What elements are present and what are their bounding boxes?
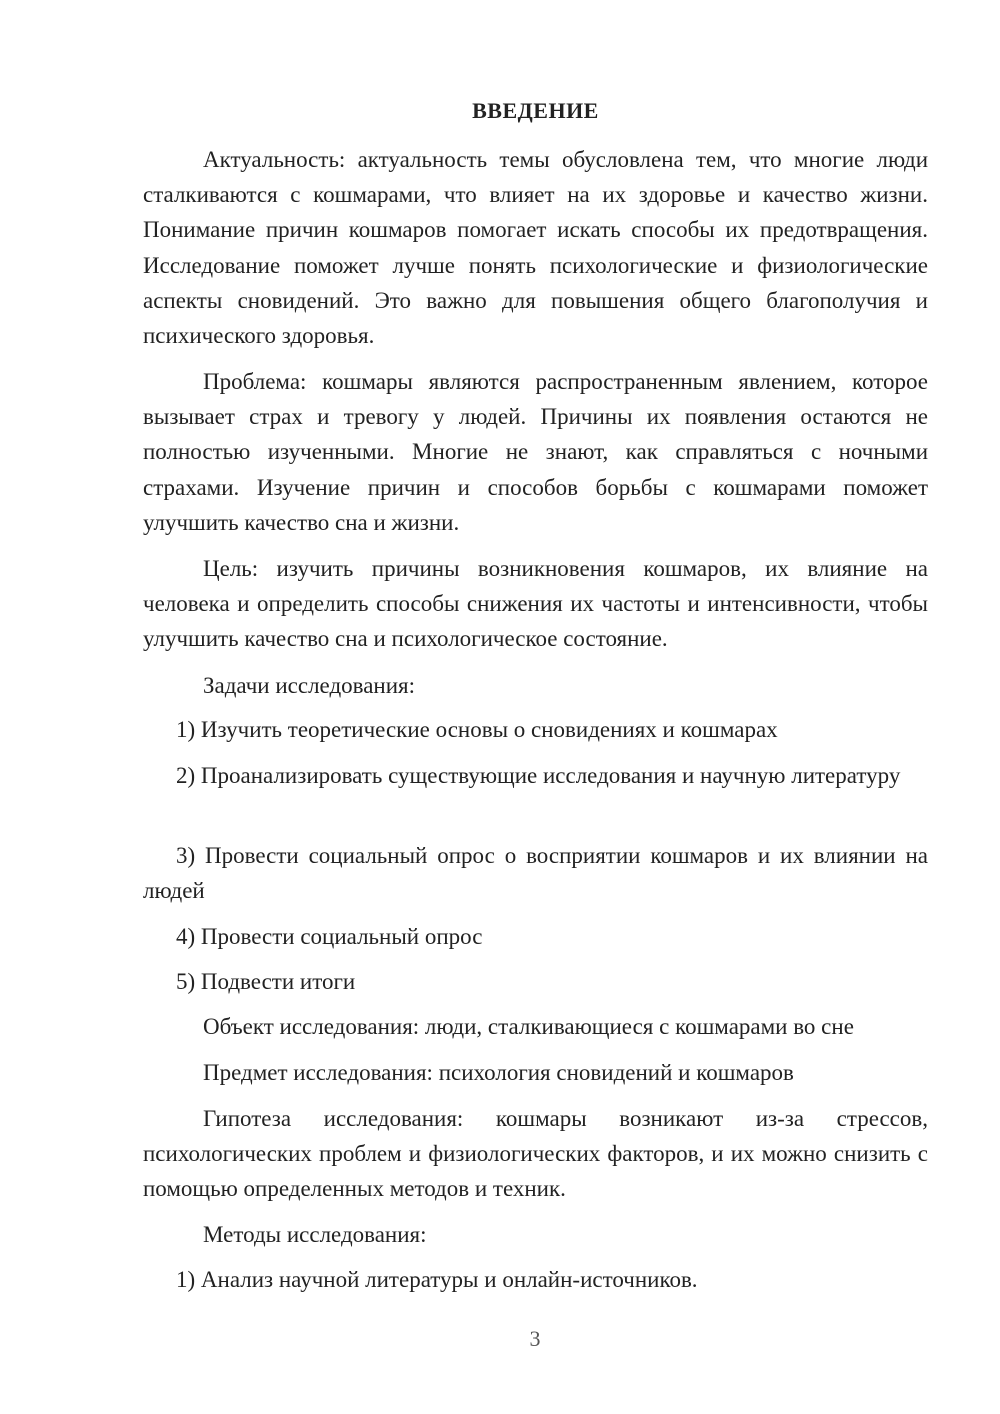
paragraph-subject: Предмет исследования: психология сновидений и кошмаров [203, 1060, 794, 1085]
methods-heading: Методы исследования: [203, 1222, 427, 1247]
paragraph-object: Объект исследования: люди, сталкивающиеся с кошмарами во сне [203, 1014, 854, 1039]
tasks-heading: Задачи исследования: [203, 673, 416, 698]
page-number: 3 [529, 1326, 541, 1351]
paragraph-problem: Проблема: кошмары являются распространенным явлением, которое вызывает страх и тревогу у людей. Причины их появления остаются не полностью изученными. Многие не знают, как справляться с ночными страхами. Изучение причин и способов борьбы с кошмарами поможет улучшить качество сна и жизни. [143, 369, 928, 535]
task-item-2: 2) Проанализировать существующие исследования и научную литературу [176, 763, 901, 788]
task-item-1: 1) Изучить теоретические основы о сновидениях и кошмарах [176, 717, 778, 742]
paragraph-relevance: Актуальность: актуальность темы обусловлена тем, что многие люди сталкиваются с кошмарами, что влияет на их здоровье и качество жизни. Понимание причин кошмаров помогает искать способы их предотвращения. Исследование поможет лучше понять психологические и физиологические аспекты сновидений. Это важно для повышения общего благополучия и психического здоровья. [143, 147, 928, 349]
method-item-1: 1) Анализ научной литературы и онлайн-источников. [176, 1267, 698, 1292]
task-item-4: 4) Провести социальный опрос [176, 924, 483, 949]
task-item-3: 3) Провести социальный опрос о восприятии кошмаров и их влиянии на людей [143, 843, 928, 904]
task-item-5: 5) Подвести итоги [176, 969, 356, 994]
paragraph-goal: Цель: изучить причины возникновения кошмаров, их влияние на человека и определить способы снижения их частоты и интенсивности, чтобы улучшить качество сна и психологическое состояние. [143, 556, 928, 652]
page-title: ВВЕДЕНИЕ [472, 98, 599, 123]
paragraph-hypothesis: Гипотеза исследования: кошмары возникают из-за стрессов, психологических проблем и физиологических факторов, и их можно снизить с помощью определенных методов и техник. [143, 1106, 928, 1202]
